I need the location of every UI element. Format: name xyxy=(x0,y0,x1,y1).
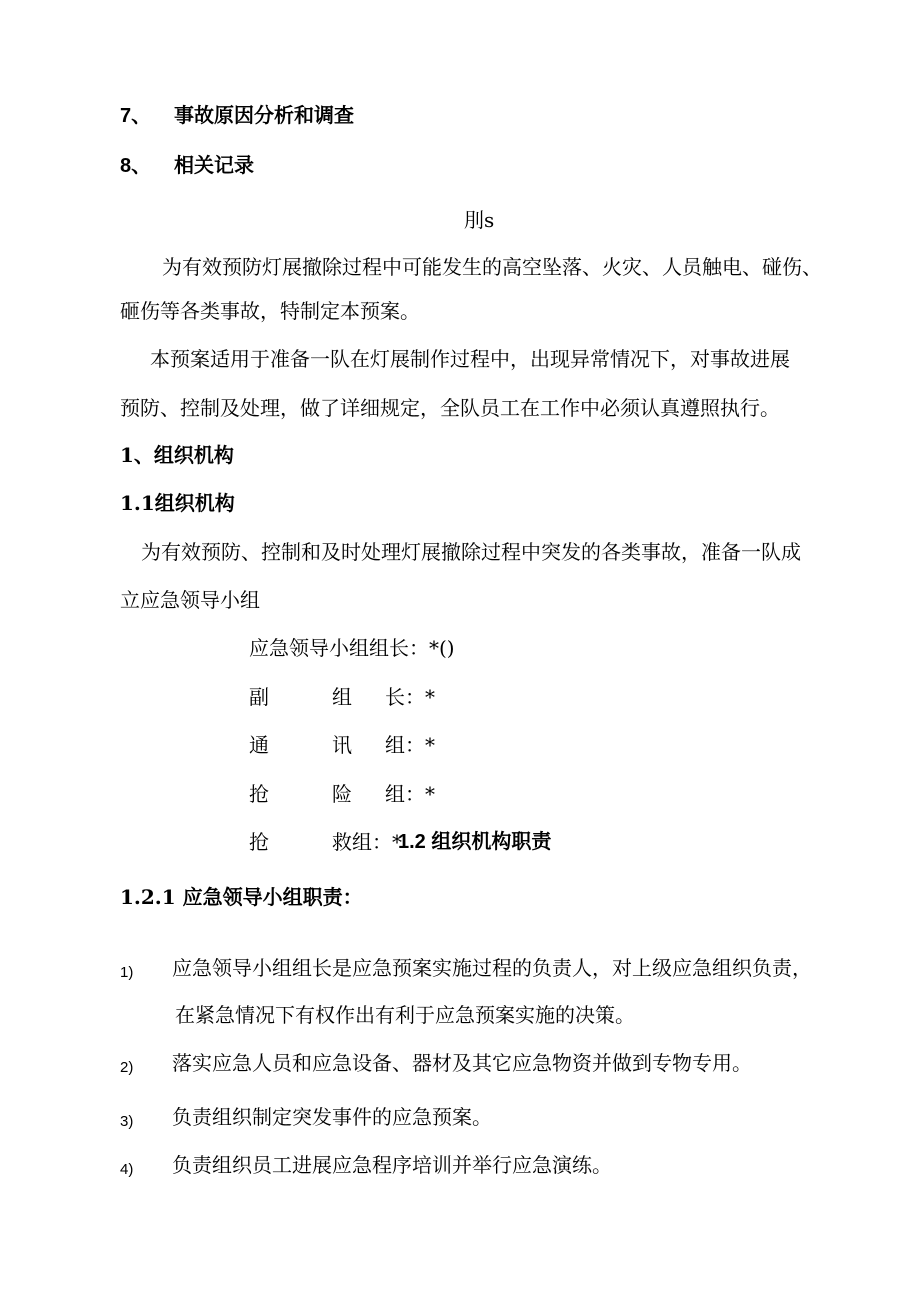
section-1-1-heading: 1.1组织机构 xyxy=(120,491,235,515)
section-1-1-line-2: 立应急领导小组 xyxy=(120,588,260,612)
duty-1-line-2: 在紧急情况下有权作出有利于应急预案实施的决策。 xyxy=(175,1003,635,1027)
roster-comm-c2: 讯 xyxy=(332,733,352,757)
roster-vice-c1: 副 xyxy=(249,685,269,709)
duty-2-number: 2) xyxy=(120,1059,134,1076)
toc-item-8-text: 相关记录 xyxy=(174,153,254,177)
roster-vice-c2: 组 xyxy=(332,685,352,709)
toc-number: 8、 xyxy=(120,155,152,177)
section-1-2-heading: 1.2 组织机构职责 xyxy=(398,831,552,853)
section-1-2-1-heading: 1.2.1 应急领导小组职责： xyxy=(120,885,363,909)
duty-3-number: 3) xyxy=(120,1113,134,1130)
roster-vice-c3: 长：* xyxy=(385,685,435,709)
intro-paragraph-2-line-1: 本预案适用于准备一队在灯展制作过程中，出现异常情况下，对事故进展 xyxy=(150,347,790,371)
intro-paragraph-1-line-1: 为有效预防灯展撤除过程中可能发生的高空坠落、火灾、人员触电、碰伤、 xyxy=(162,255,822,279)
section-1-1-line-1: 为有效预防、控制和及时处理灯展撤除过程中突发的各类事故，准备一队成 xyxy=(141,540,801,564)
section-1-heading: 1、组织机构 xyxy=(120,443,234,467)
intro-paragraph-2-line-2: 预防、控制及处理，做了详细规定，全队员工在工作中必须认真遵照执行。 xyxy=(120,396,780,420)
duty-2-line-1: 落实应急人员和应急设备、器材及其它应急物资并做到专物专用。 xyxy=(172,1051,752,1075)
intro-paragraph-1-line-2: 砸伤等各类事故，特制定本预案。 xyxy=(120,299,420,323)
roster-rescue-c1: 抢 xyxy=(249,830,269,854)
preface-title: 刖s xyxy=(464,208,495,232)
roster-comm-c1: 通 xyxy=(249,733,269,757)
toc-item-7 xyxy=(120,101,151,130)
roster-repair-c1: 抢 xyxy=(249,782,269,806)
duty-1-number: 1) xyxy=(120,964,134,981)
roster-rescue-c2: 救组：* xyxy=(332,830,402,854)
roster-comm-c3: 组：* xyxy=(385,733,435,757)
duty-4-number: 4) xyxy=(120,1161,134,1178)
roster-repair-c2: 险 xyxy=(332,782,352,806)
duty-1-line-1: 应急领导小组组长是应急预案实施过程的负责人，对上级应急组织负责， xyxy=(172,956,812,980)
toc-number: 7、 xyxy=(120,105,152,127)
roster-leader: 应急领导小组组长：*() xyxy=(249,636,455,660)
roster-repair-c3: 组：* xyxy=(385,782,435,806)
toc-item-7-text: 事故原因分析和调查 xyxy=(174,103,354,127)
duty-4-line-1: 负责组织员工进展应急程序培训并举行应急演练。 xyxy=(172,1153,612,1177)
duty-3-line-1: 负责组织制定突发事件的应急预案。 xyxy=(172,1105,492,1129)
toc-item-8 xyxy=(120,151,151,180)
